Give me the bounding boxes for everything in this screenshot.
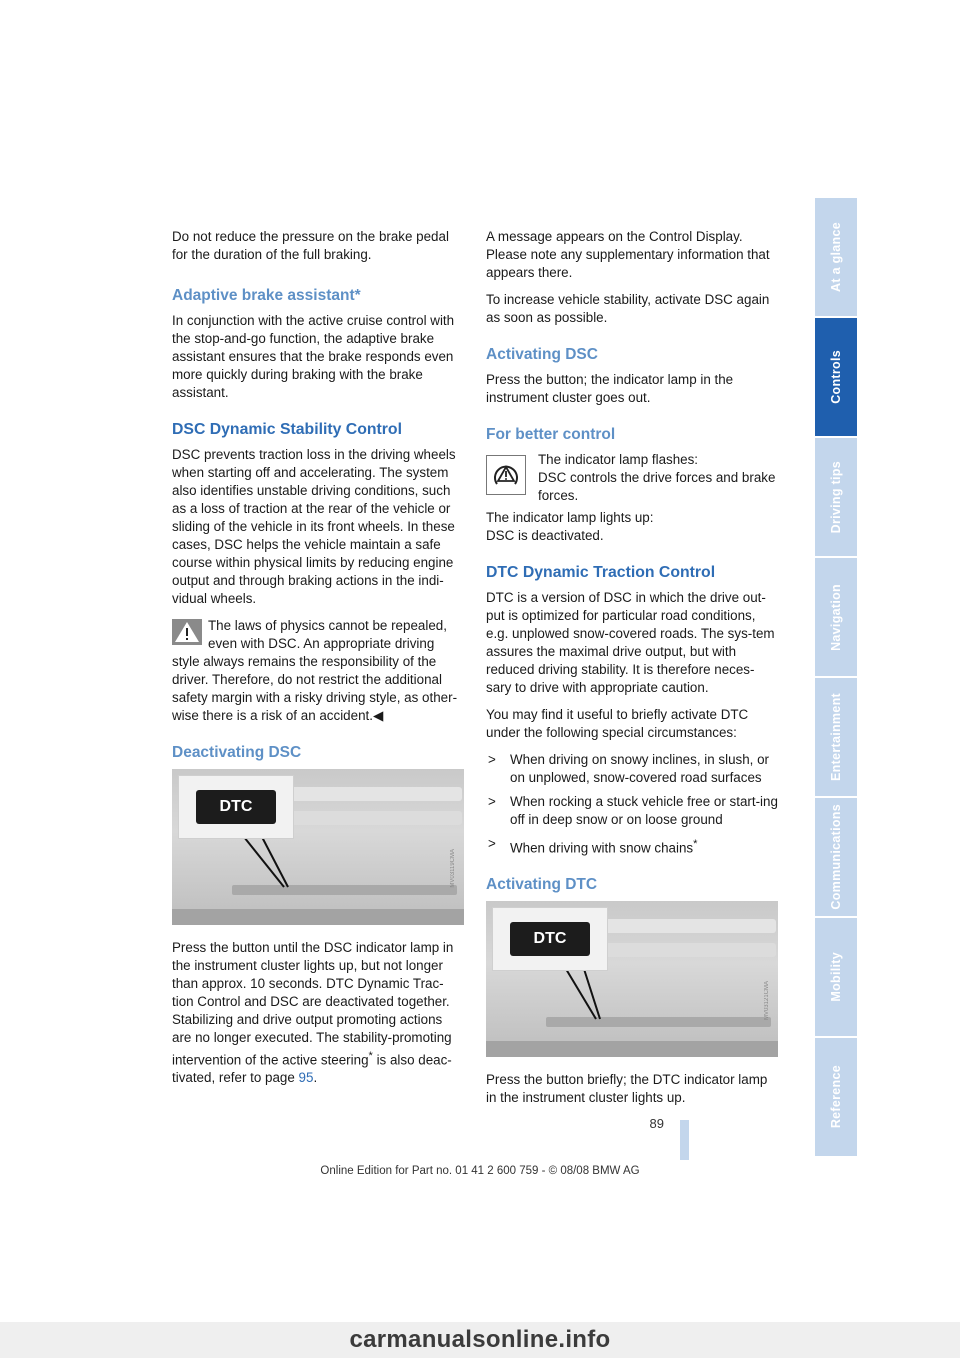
heading-dtc: DTC Dynamic Traction Control xyxy=(486,564,716,581)
photo-code: MV03121CMA xyxy=(764,981,770,1021)
indicator-controls: DSC controls the drive forces and brake forces. xyxy=(538,470,776,503)
dtc-button-photo xyxy=(486,901,778,1057)
indicator-lamp-note xyxy=(486,451,778,505)
adaptive-brake-paragraph: In conjunction with the active cruise control with the stop-and-go function, the adaptive brake assistant ensures that the brake responds even more quickly during braking with the brake assistant. xyxy=(172,313,455,400)
indicator-deactivated: DSC is deactivated. xyxy=(486,528,604,543)
asterisk-mark: * xyxy=(693,838,698,850)
tab-mobility[interactable]: Mobility xyxy=(815,918,857,1038)
photo-code: MV03119CMA xyxy=(450,849,456,888)
tab-entertainment[interactable]: Entertainment xyxy=(815,678,857,798)
tab-navigation[interactable]: Navigation xyxy=(815,558,857,678)
list-item: > When driving with snow chains* xyxy=(488,836,698,856)
chapter-tabs xyxy=(815,198,857,1158)
heading-dsc: DSC Dynamic Stability Control xyxy=(172,421,402,438)
list-item: > When driving on snowy inclines, in slush, or on unplowed, snow-covered road surfaces xyxy=(488,752,770,785)
page-marker xyxy=(680,1120,689,1160)
heading-activating-dtc: Activating DTC xyxy=(486,876,598,894)
activating-dtc-paragraph: Press the button briefly; the DTC indicator lamp in the instrument cluster lights up. xyxy=(486,1072,768,1106)
heading-adaptive-brake-assistant: Adaptive brake assistant* xyxy=(172,287,361,304)
right-column xyxy=(486,228,778,1116)
indicator-flashes: The indicator lamp flashes: xyxy=(538,452,699,467)
dsc-warning-icon xyxy=(491,460,521,490)
dtc-paragraph: DTC is a version of DSC in which the drive out-put is optimized for particular road conditions, e.g. unplowed snow-covered roads. The sys-tem assures the maximal drive output, but with reduced driving stability. It is therefore neces-sary to drive with appropriate caution. xyxy=(486,590,775,695)
tab-reference[interactable]: Reference xyxy=(815,1038,857,1158)
dtc-button-photo xyxy=(172,769,464,925)
heading-activating-dsc: Activating DSC xyxy=(486,346,598,363)
circumstances-list xyxy=(486,751,778,857)
dtc-button-closeup xyxy=(492,907,608,971)
dtc-button-label: DTC xyxy=(510,922,590,956)
warning-triangle-icon xyxy=(172,619,202,645)
tab-driving-tips[interactable]: Driving tips xyxy=(815,438,857,558)
warning-note xyxy=(172,617,464,725)
message-paragraph: A message appears on the Control Display. Please note any supplementary information that appears there. xyxy=(486,229,770,280)
dsc-lamp-icon xyxy=(486,455,526,495)
heading-deactivating-dsc: Deactivating DSC xyxy=(172,744,302,761)
useful-paragraph: You may find it useful to briefly activate DTC under the following special circumstances: xyxy=(486,707,749,740)
tab-at-a-glance[interactable]: At a glance xyxy=(815,198,857,318)
left-column xyxy=(172,228,464,1096)
watermark[interactable]: carmanualsonline.info xyxy=(0,1322,960,1358)
tab-communications[interactable]: Communications xyxy=(815,798,857,918)
list-item: > When rocking a stuck vehicle free or start-ing off in deep snow or on loose ground xyxy=(488,794,778,827)
dtc-button-label: DTC xyxy=(196,790,276,824)
deactivating-paragraph: Press the button until the DSC indicator lamp in the instrument cluster lights up, but not longer than approx. 10 seconds. DTC Dynamic Trac-tion Control and DSC are deactivated together. Stabilizing and drive output promoting actions are no longer executed. The stability-promoting intervention of the active steering* is also deac-tivated, refer to page 95. xyxy=(172,940,454,1086)
activating-dsc-paragraph: Press the button; the indicator lamp in the instrument cluster goes out. xyxy=(486,372,734,405)
footer-edition: Online Edition for Part no. 01 41 2 600 759 - © 08/08 BMW AG xyxy=(320,1165,640,1177)
tab-controls[interactable]: Controls xyxy=(815,318,857,438)
warning-text-first: The laws of physics cannot be repealed, even with DSC. An appropriate driving xyxy=(208,618,447,651)
dtc-button-closeup xyxy=(178,775,294,839)
dsc-paragraph: DSC prevents traction loss in the driving wheels when starting off and accelerating. The system also identifies unstable driving conditions, such as a loss of traction at the rear of the vehicle or sliding of the vehicle in its front wheels. In these cases, DSC helps the vehicle maintain a safe course within physical limits by reducing engine output and through braking actions in the indi-vidual wheels. xyxy=(172,447,456,606)
page-link[interactable]: 95 xyxy=(298,1070,314,1086)
heading-better-control: For better control xyxy=(486,426,616,443)
asterisk-mark: * xyxy=(368,1050,373,1062)
warning-text-rest: style always remains the responsibility of the driver. Therefore, do not restrict the additional safety margin with a risky driving style, as other-wise there is a risk of an accident.◀ xyxy=(172,654,458,723)
indicator-lights-up: The indicator lamp lights up: xyxy=(486,510,654,525)
page-number: 89 xyxy=(649,1116,664,1131)
intro-paragraph: Do not reduce the pressure on the brake pedal for the duration of the full braking. xyxy=(172,229,449,262)
increase-stability-paragraph: To increase vehicle stability, activate DSC again as soon as possible. xyxy=(486,292,770,325)
